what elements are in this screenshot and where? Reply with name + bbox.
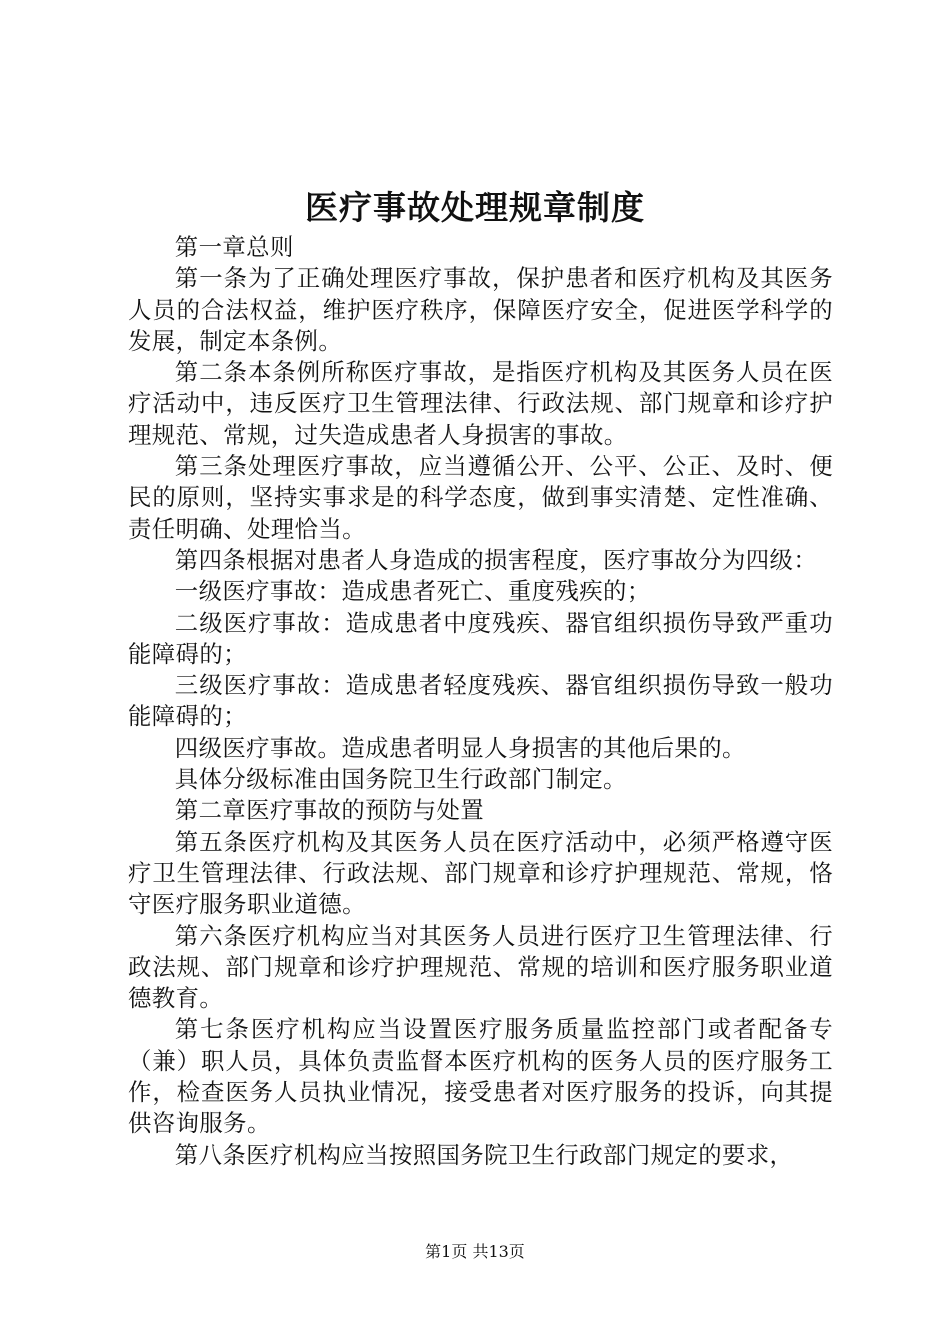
document-body	[128, 232, 833, 1171]
article-paragraph: 第四条根据对患者人身造成的损害程度，医疗事故分为四级：	[174, 545, 818, 574]
article-paragraph: 第三条处理医疗事故，应当遵循公开、公平、公正、及时、便民的原则，坚持实事求是的科学态度，做到事实清楚、定性准确、责任明确、处理恰当。	[128, 452, 833, 543]
grade-item: 一级医疗事故：造成患者死亡、重度残疾的；	[174, 577, 651, 606]
article-paragraph: 第五条医疗机构及其医务人员在医疗活动中，必须严格遵守医疗卫生管理法律、行政法规、部门规章和诊疗护理规范、常规，恪守医疗服务职业道德。	[128, 827, 833, 919]
grade-item: 四级医疗事故。造成患者明显人身损害的其他后果的。	[174, 733, 746, 762]
document-title: 医疗事故处理规章制度	[305, 188, 645, 227]
article-paragraph: 具体分级标准由国务院卫生行政部门制定。	[174, 765, 627, 794]
chapter-heading: 第二章医疗事故的预防与处置	[174, 796, 485, 825]
chapter-heading: 第一章总则	[174, 233, 294, 261]
article-paragraph: 第七条医疗机构应当设置医疗服务质量监控部门或者配备专（兼）职人员，具体负责监督本医疗机构的医务人员的医疗服务工作，检查医务人员执业情况，接受患者对医疗服务的投诉，向其提供咨询服务。	[128, 1015, 833, 1138]
article-paragraph: 第八条医疗机构应当按照国务院卫生行政部门规定的要求，	[174, 1140, 794, 1169]
grade-item: 二级医疗事故：造成患者中度残疾、器官组织损伤导致严重功能障碍的；	[128, 608, 833, 668]
article-paragraph: 第六条医疗机构应当对其医务人员进行医疗卫生管理法律、行政法规、部门规章和诊疗护理规范、常规的培训和医疗服务职业道德教育。	[128, 921, 833, 1013]
grade-item: 三级医疗事故：造成患者轻度残疾、器官组织损伤导致一般功能障碍的；	[128, 671, 833, 731]
article-paragraph: 第一条为了正确处理医疗事故，保护患者和医疗机构及其医务人员的合法权益，维护医疗秩序，保障医疗安全，促进医学科学的发展，制定本条例。	[128, 264, 833, 355]
page-footer: 第1页 共13页	[425, 1242, 525, 1261]
article-paragraph: 第二条本条例所称医疗事故，是指医疗机构及其医务人员在医疗活动中，违反医疗卫生管理法律、行政法规、部门规章和诊疗护理规范、常规，过失造成患者人身损害的事故。	[128, 358, 833, 449]
